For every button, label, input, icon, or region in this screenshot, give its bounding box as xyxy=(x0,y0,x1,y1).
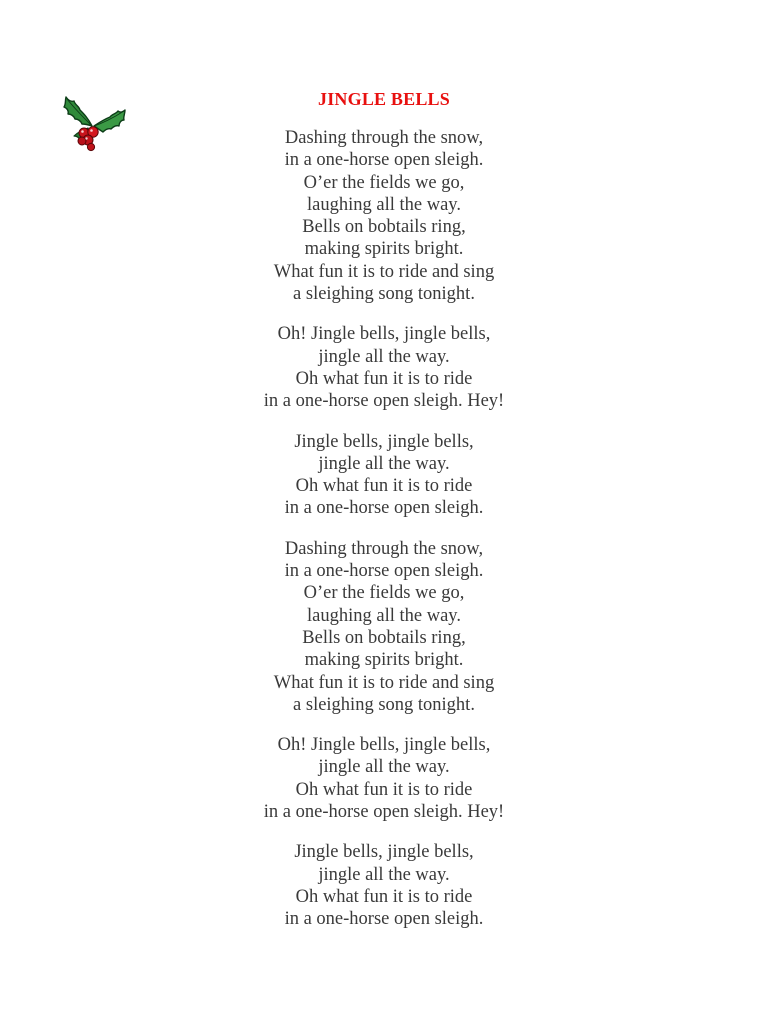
lyric-line: Oh! Jingle bells, jingle bells, xyxy=(277,324,491,345)
lyric-line: jingle all the way. xyxy=(318,757,450,778)
lyric-line: Bells on bobtails ring, xyxy=(302,217,466,238)
lyric-line: O’er the fields we go, xyxy=(303,172,465,193)
lyric-line: jingle all the way. xyxy=(318,346,450,367)
lyric-line: Bells on bobtails ring, xyxy=(302,627,466,648)
lyric-line: in a one-horse open sleigh. xyxy=(284,909,484,930)
lyric-line: Dashing through the snow, xyxy=(284,538,484,559)
lyric-line: in a one-horse open sleigh. xyxy=(284,498,484,519)
lyric-line: in a one-horse open sleigh. Hey! xyxy=(263,391,505,412)
lyric-line: jingle all the way. xyxy=(318,453,450,474)
lyric-line: jingle all the way. xyxy=(318,864,450,885)
lyric-line: laughing all the way. xyxy=(307,605,461,626)
lyric-line: Jingle bells, jingle bells, xyxy=(294,431,474,452)
lyric-line: Oh! Jingle bells, jingle bells, xyxy=(277,735,491,756)
song-title: JINGLE BELLS xyxy=(318,89,450,109)
lyric-line: making spirits bright. xyxy=(304,239,464,260)
lyric-line: laughing all the way. xyxy=(307,194,461,215)
lyric-line: a sleighing song tonight. xyxy=(293,694,475,715)
lyric-line: What fun it is to ride and sing xyxy=(273,672,495,693)
lyric-line: Oh what fun it is to ride xyxy=(295,886,473,907)
lyric-line: What fun it is to ride and sing xyxy=(273,261,495,282)
lyric-line: Oh what fun it is to ride xyxy=(295,476,473,497)
stanza xyxy=(0,538,768,716)
stanza xyxy=(0,323,768,412)
lyric-line: Jingle bells, jingle bells, xyxy=(294,842,474,863)
lyric-line: Oh what fun it is to ride xyxy=(295,779,473,800)
lyric-line: Dashing through the snow, xyxy=(284,128,484,148)
stanza xyxy=(0,127,768,305)
lyric-line: in a one-horse open sleigh. xyxy=(284,561,484,582)
stanza xyxy=(0,431,768,520)
lyrics-body xyxy=(0,127,768,949)
stanza xyxy=(0,841,768,930)
lyric-line: Oh what fun it is to ride xyxy=(295,368,473,389)
lyric-line: making spirits bright. xyxy=(304,650,464,671)
lyric-line: a sleighing song tonight. xyxy=(293,284,475,305)
lyric-line: O’er the fields we go, xyxy=(303,583,465,604)
lyric-line: in a one-horse open sleigh. Hey! xyxy=(263,802,505,823)
lyric-line: in a one-horse open sleigh. xyxy=(284,150,484,171)
stanza xyxy=(0,734,768,823)
